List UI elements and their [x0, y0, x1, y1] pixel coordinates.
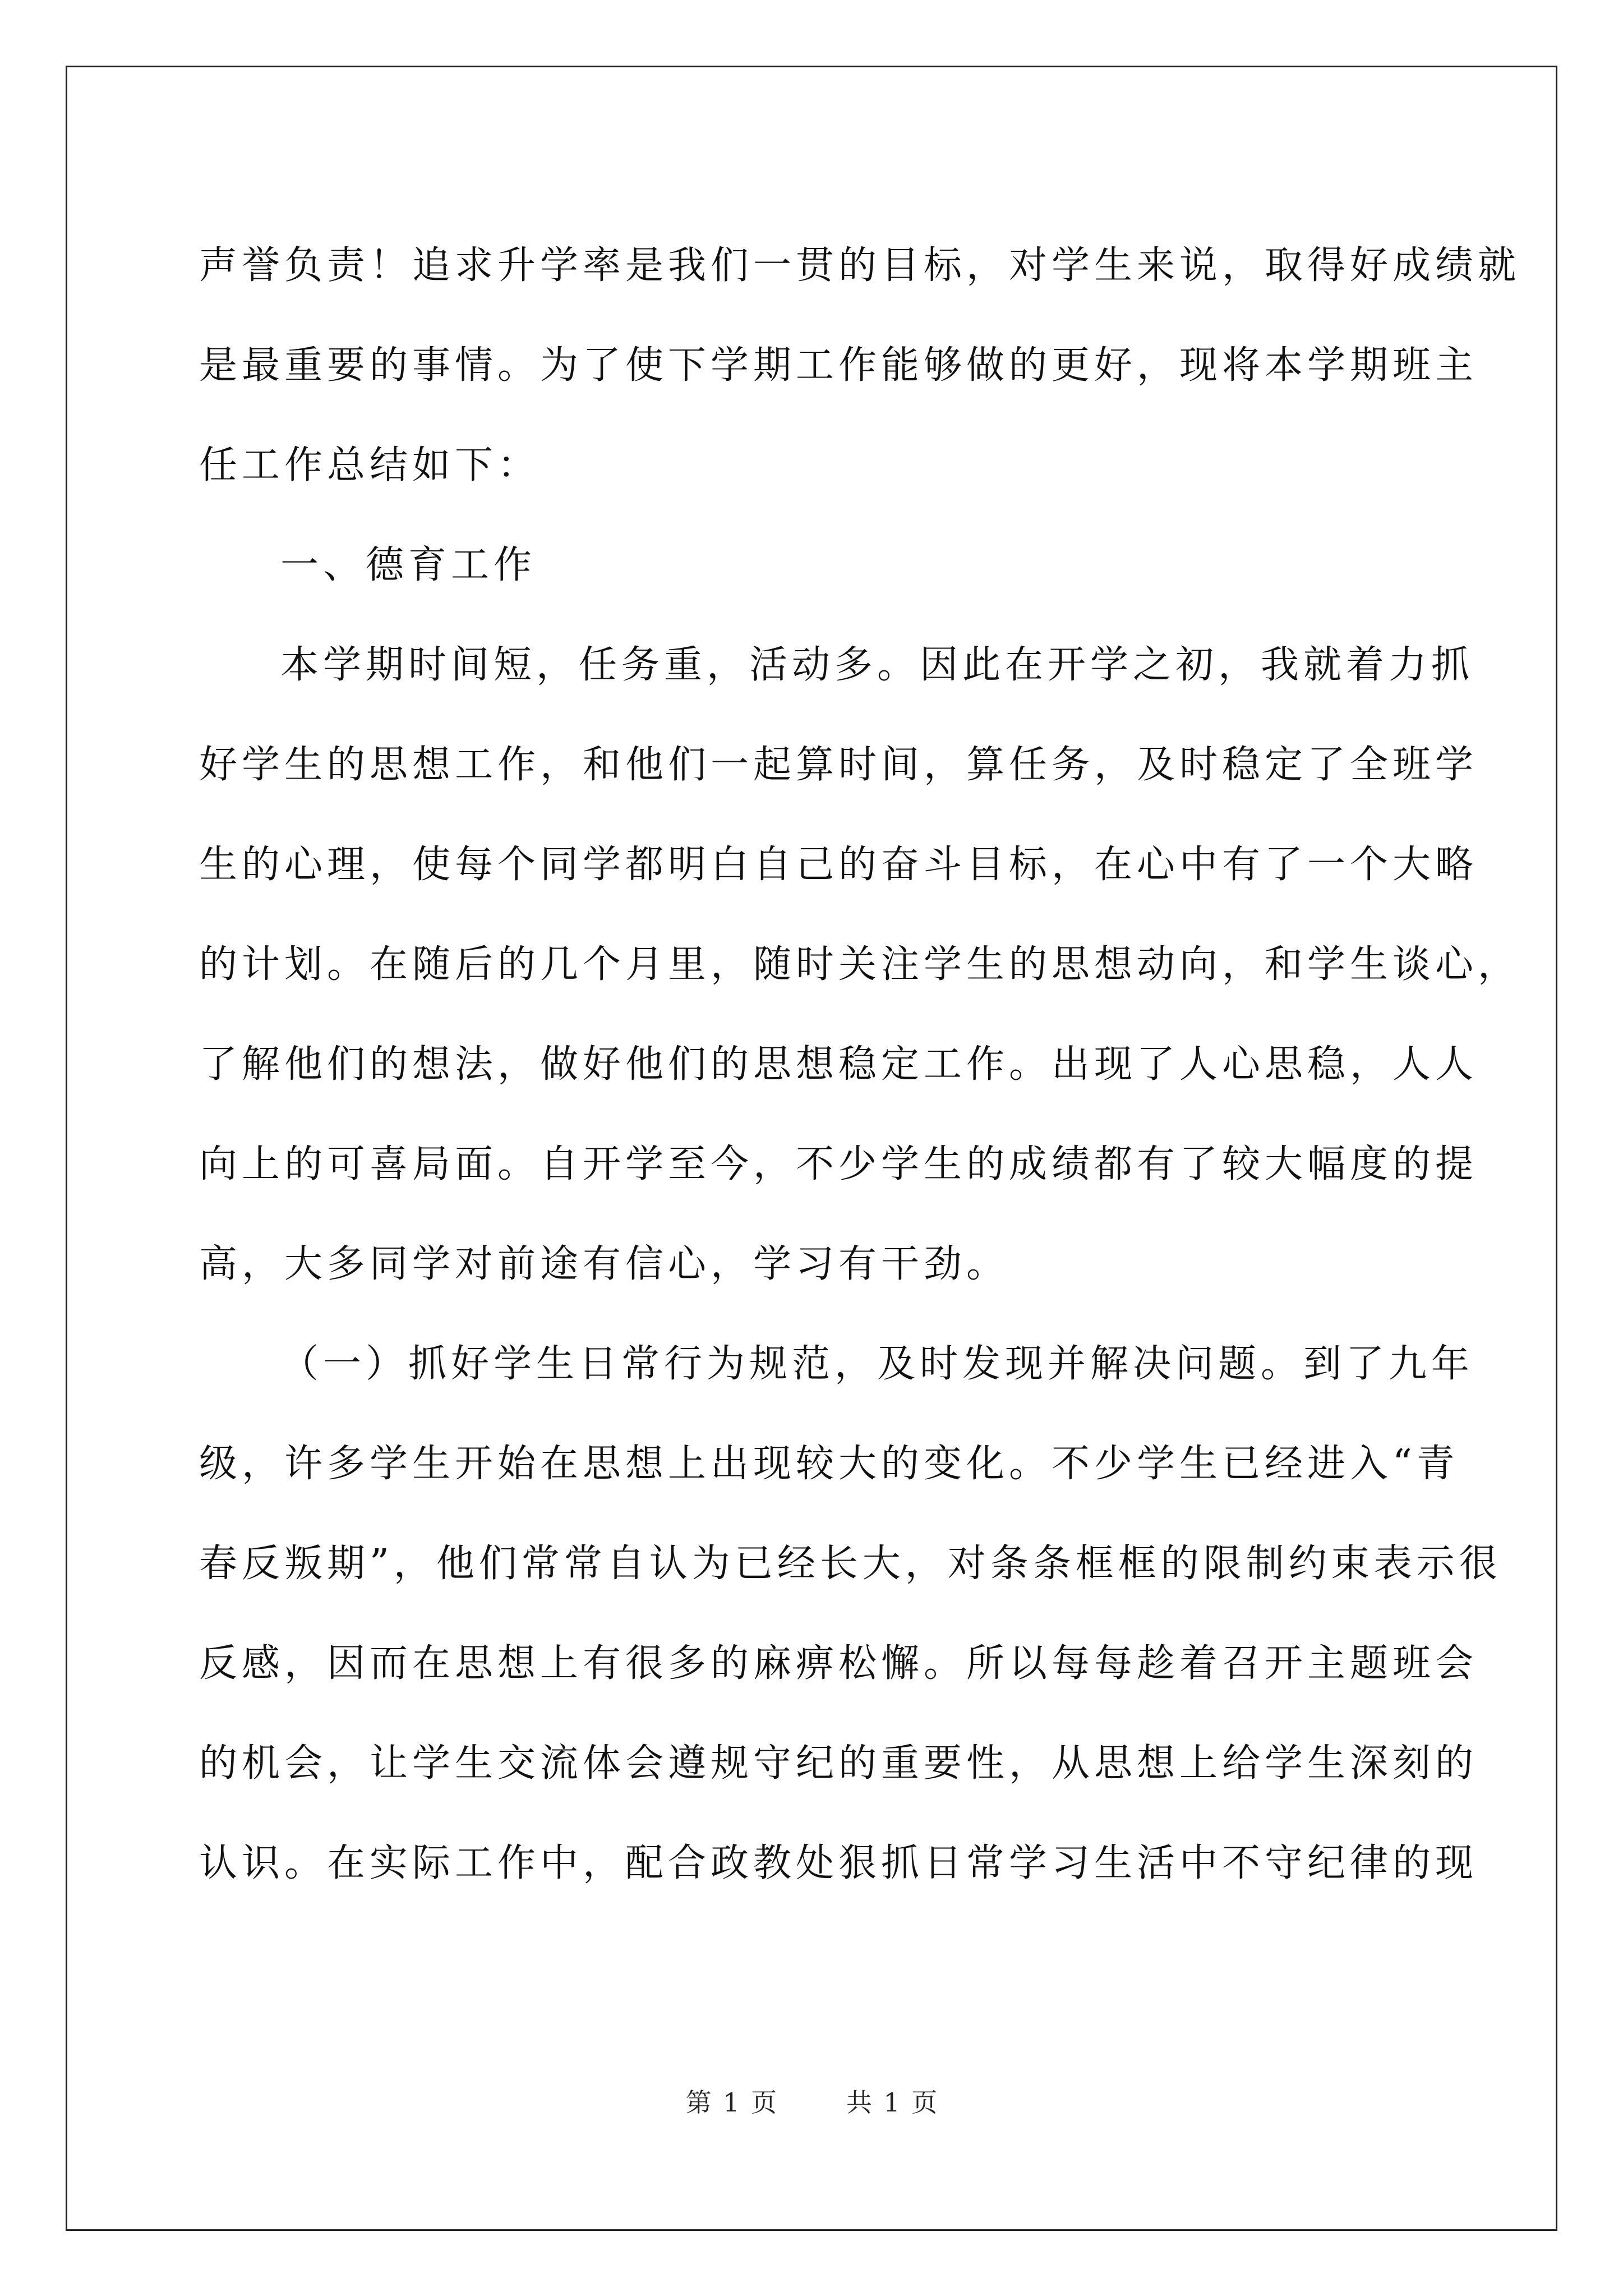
text-line: 本学期时间短，任务重，活动多。因此在开学之初，我就着力抓: [280, 643, 1474, 687]
text-line: 是最重要的事情。为了使下学期工作能够做的更好，现将本学期班主: [199, 343, 1478, 388]
text-line: 认识。在实际工作中，配合政教处狠抓日常学习生活中不守纪律的现: [199, 1841, 1478, 1885]
page-footer: [0, 2086, 1623, 2119]
footer-spacer: [789, 2087, 835, 2118]
text-line: 反感，因而在思想上有很多的麻痹松懈。所以每每趁着召开主题班会: [199, 1641, 1478, 1686]
page-number: 第 1 页: [685, 2087, 777, 2118]
section-heading: 一、德育工作: [280, 543, 537, 587]
text-line: 的机会，让学生交流体会遵规守纪的重要性，从思想上给学生深刻的: [199, 1741, 1478, 1786]
text-line: 了解他们的想法，做好他们的思想稳定工作。出现了人心思稳，人人: [199, 1042, 1478, 1087]
text-line: 高，大多同学对前途有信心，学习有干劲。: [199, 1242, 1009, 1286]
document-body: [199, 216, 1521, 1913]
text-line: 向上的可喜局面。自开学至今，不少学生的成绩都有了较大幅度的提: [199, 1142, 1478, 1186]
text-line: 春反叛期”，他们常常自认为已经长大，对条条框框的限制约束表示很: [199, 1542, 1502, 1586]
text-line: 声誉负责！追求升学率是我们一贯的目标，对学生来说，取得好成绩就: [199, 243, 1521, 288]
text-line: 级，许多学生开始在思想上出现较大的变化。不少学生已经进入“青: [199, 1442, 1459, 1486]
text-line: （一）抓好学生日常行为规范，及时发现并解决问题。到了九年: [280, 1342, 1474, 1386]
text-line: 任工作总结如下：: [199, 443, 541, 487]
text-line: 好学生的思想工作，和他们一起算时间，算任务，及时稳定了全班学: [199, 743, 1478, 787]
text-line: 的计划。在随后的几个月里，随时关注学生的思想动向，和学生谈心，: [199, 942, 1521, 987]
page-total: 共 1 页: [846, 2087, 938, 2118]
text-line: 生的心理，使每个同学都明白自己的奋斗目标，在心中有了一个大略: [199, 843, 1478, 887]
